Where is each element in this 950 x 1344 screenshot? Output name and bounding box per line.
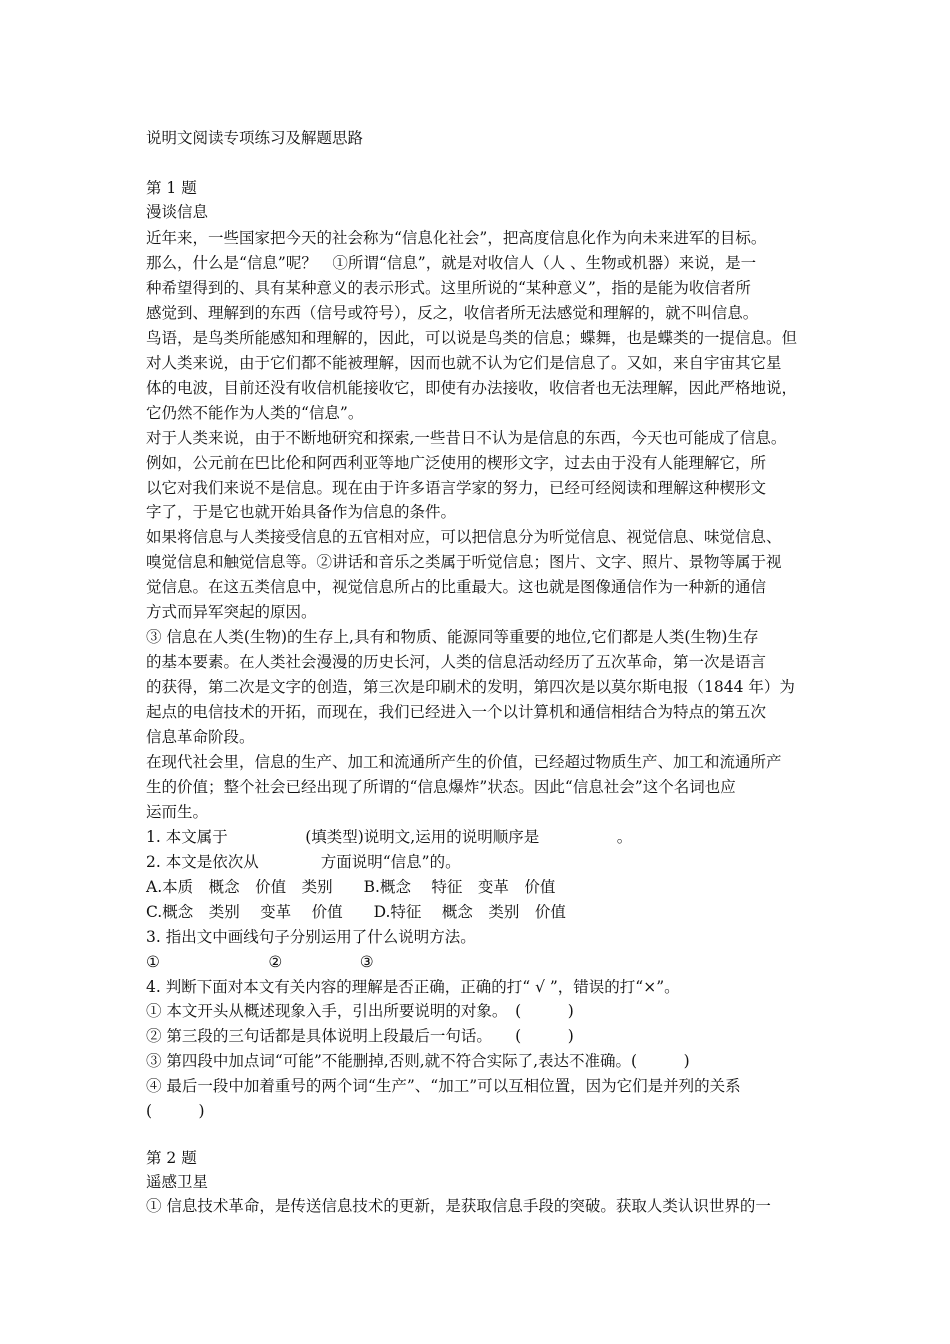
- text-line: ④ 最后一段中加着重号的两个词“生产”、“加工”可以互相位置，因为它们是并列的关系: [146, 1077, 741, 1096]
- text-line: 字了，于是它也就开始具备作为信息的条件。: [146, 503, 457, 522]
- text-line: 起点的电信技术的开拓，而现在，我们已经进入一个以计算机和通信相结合为特点的第五次: [146, 703, 767, 722]
- text-line: A.本质 概念 价值 类别 B.概念 特征 变革 价值: [146, 877, 556, 896]
- text-line: 的基本要素。在人类社会漫漫的历史长河，人类的信息活动经历了五次革命，第一次是语言: [146, 653, 767, 672]
- text-line: ① ② ③: [146, 952, 374, 971]
- text-line: 种希望得到的、具有某种意义的表示形式。这里所说的“某种意义”，指的是能为收信者所: [146, 278, 751, 297]
- text-line: ③ 第四段中加点词“可能”不能删掉,否则,就不符合实际了,表达不准确。( ): [146, 1052, 690, 1071]
- text-line: 4. 判断下面对本文有关内容的理解是否正确，正确的打“ √ ”，错误的打“×”。: [146, 977, 680, 996]
- text-line: 方式而异军突起的原因。: [146, 603, 317, 622]
- text-line: 在现代社会里，信息的生产、加工和流通所产生的价值，已经超过物质生产、加工和流通所产: [146, 752, 782, 771]
- text-line: 的获得，第二次是文字的创造，第三次是印刷术的发明，第四次是以莫尔斯电报（1844 年）为: [146, 678, 795, 697]
- text-line: 体的电波，目前还没有收信机能接收它，即使有办法接收，收信者也无法理解，因此严格地说，: [146, 378, 798, 397]
- text-line: 例如，公元前在巴比伦和阿西利亚等地广泛使用的楔形文字，过去由于没有人能理解它，所: [146, 453, 767, 472]
- document-title: 说明文阅读专项练习及解题思路: [146, 129, 364, 147]
- text-line: 对人类来说，由于它们都不能被理解，因而也就不认为它们是信息了。又如，来自宇宙其它星: [146, 353, 782, 372]
- article-1-title: 漫谈信息: [146, 203, 209, 221]
- text-line: 鸟语，是鸟类所能感知和理解的，因此，可以说是鸟类的信息；蝶舞，也是蝶类的一提信息。但: [146, 328, 798, 347]
- text-line: 近年来，一些国家把今天的社会称为“信息化社会”，把高度信息化作为向未来进军的目标。: [146, 229, 767, 247]
- text-line: ③ 信息在人类(生物)的生存上,具有和物质、能源同等重要的地位,它们都是人类(生物)生存: [146, 628, 759, 647]
- question-1-heading: 第 1 题: [146, 179, 197, 197]
- text-line: 以它对我们来说不是信息。现在由于许多语言学家的努力，已经可经阅读和理解这种楔形文: [146, 478, 767, 497]
- text-line: 运而生。: [146, 802, 209, 821]
- article-2-title: 遥感卫星: [146, 1173, 209, 1191]
- question-2-heading: 第 2 题: [146, 1149, 197, 1167]
- text-line: ② 第三段的三句话都是具体说明上段最后一句话。 ( ): [146, 1027, 574, 1046]
- text-line: ① 信息技术革命，是传送信息技术的更新，是获取信息手段的突破。获取人类认识世界的一: [146, 1197, 771, 1215]
- text-line: 对于人类来说，由于不断地研究和探索,一些昔日不认为是信息的东西，今天也可能成了信息。: [146, 428, 787, 447]
- text-line: 3. 指出文中画线句子分别运用了什么说明方法。: [146, 927, 476, 946]
- text-line: 它仍然不能作为人类的“信息”。: [146, 403, 364, 422]
- text-line: ① 本文开头从概述现象入手，引出所要说明的对象。 ( ): [146, 1002, 574, 1021]
- text-line: 生的价值；整个社会已经出现了所谓的“信息爆炸”状态。因此“信息社会”这个名词也应: [146, 777, 736, 796]
- text-line: 觉信息。在这五类信息中，视觉信息所占的比重最大。这也就是图像通信作为一种新的通信: [146, 578, 767, 597]
- text-line: 如果将信息与人类接受信息的五官相对应，可以把信息分为听觉信息、视觉信息、味觉信息、: [146, 528, 782, 547]
- text-line: ( ): [146, 1102, 205, 1121]
- text-line: 2. 本文是依次从 方面说明“信息”的。: [146, 852, 461, 871]
- text-line: 感觉到、理解到的东西（信号或符号），反之，收信者所无法感觉和理解的，就不叫信息。: [146, 303, 759, 322]
- text-line: 信息革命阶段。: [146, 728, 255, 746]
- text-line: 1. 本文属于 (填类型)说明文,运用的说明顺序是 。: [146, 827, 633, 846]
- text-line: C.概念 类别 变革 价值 D.特征 概念 类别 价值: [146, 902, 566, 921]
- text-line: 那么，什么是“信息”呢？ ①所谓“信息”，就是对收信人（人 、生物或机器）来说，是一: [146, 253, 757, 272]
- text-line: 嗅觉信息和触觉信息等。②讲话和音乐之类属于听觉信息；图片、文字、照片、景物等属于视: [146, 553, 782, 572]
